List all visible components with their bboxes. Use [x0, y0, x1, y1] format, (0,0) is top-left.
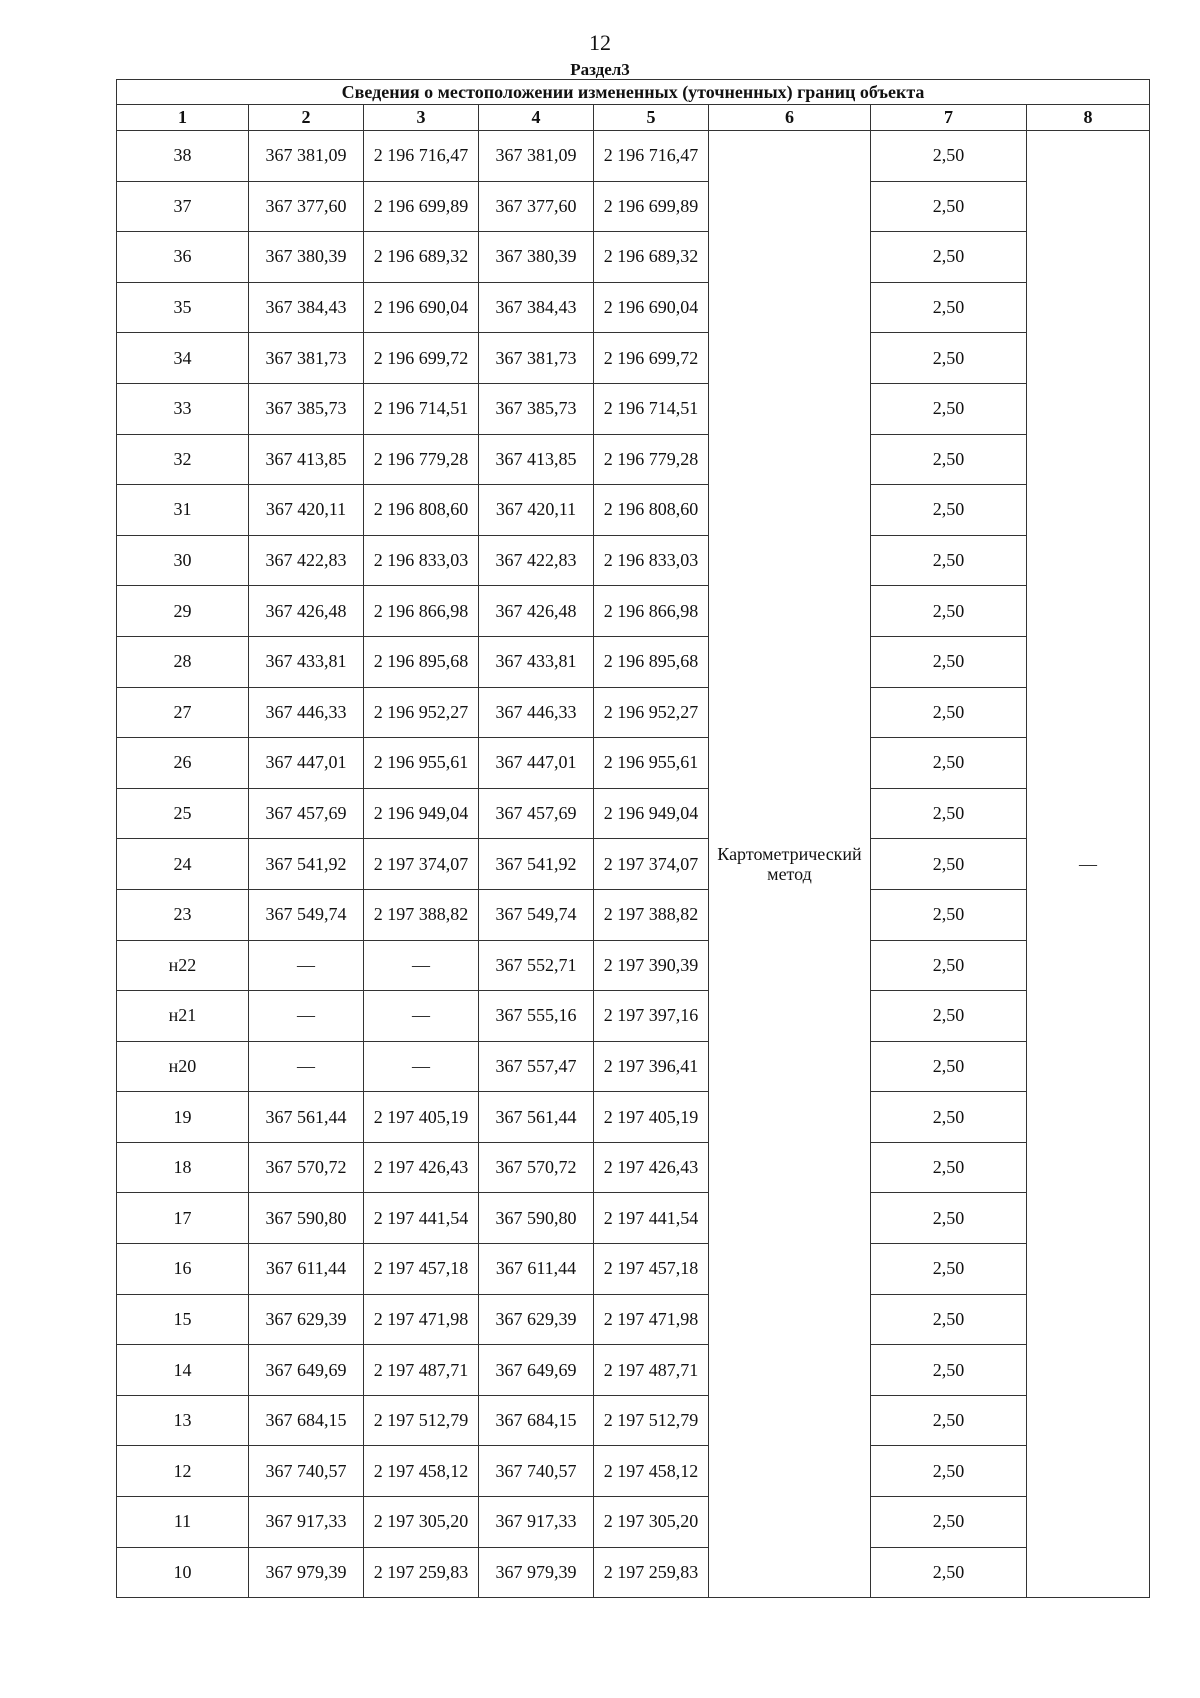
- new-x-cell: 367 570,72: [479, 1142, 594, 1193]
- existing-y-cell: 2 196 866,98: [364, 586, 479, 637]
- new-x-cell: 367 380,39: [479, 232, 594, 283]
- accuracy-cell: 2,50: [871, 131, 1027, 182]
- existing-y-cell: 2 196 955,61: [364, 738, 479, 789]
- existing-y-cell: 2 197 458,12: [364, 1446, 479, 1497]
- existing-x-cell: 367 384,43: [249, 282, 364, 333]
- table-row: [117, 1142, 1150, 1193]
- existing-y-cell: 2 197 426,43: [364, 1142, 479, 1193]
- new-x-cell: 367 381,09: [479, 131, 594, 182]
- new-x-cell: 367 426,48: [479, 586, 594, 637]
- point-number-cell: 15: [117, 1294, 249, 1345]
- point-number-cell: н21: [117, 991, 249, 1042]
- table-row: [117, 1294, 1150, 1345]
- new-x-cell: 367 385,73: [479, 383, 594, 434]
- point-number-cell: 37: [117, 181, 249, 232]
- new-x-cell: 367 555,16: [479, 991, 594, 1042]
- accuracy-cell: 2,50: [871, 485, 1027, 536]
- new-y-cell: 2 197 374,07: [594, 839, 709, 890]
- new-x-cell: 367 541,92: [479, 839, 594, 890]
- accuracy-cell: 2,50: [871, 687, 1027, 738]
- existing-y-cell: —: [364, 1041, 479, 1092]
- new-y-cell: 2 196 866,98: [594, 586, 709, 637]
- existing-x-cell: —: [249, 1041, 364, 1092]
- method-cell: Картометрический метод: [709, 131, 871, 1598]
- table-row: [117, 485, 1150, 536]
- existing-x-cell: 367 611,44: [249, 1244, 364, 1295]
- table-row: [117, 1041, 1150, 1092]
- existing-y-cell: 2 197 487,71: [364, 1345, 479, 1396]
- table-row: [117, 1244, 1150, 1295]
- new-y-cell: 2 196 690,04: [594, 282, 709, 333]
- column-number: 7: [871, 105, 1027, 131]
- existing-x-cell: 367 979,39: [249, 1547, 364, 1598]
- existing-x-cell: 367 381,09: [249, 131, 364, 182]
- table-row: [117, 1345, 1150, 1396]
- new-y-cell: 2 197 458,12: [594, 1446, 709, 1497]
- new-y-cell: 2 197 426,43: [594, 1142, 709, 1193]
- point-number-cell: 16: [117, 1244, 249, 1295]
- accuracy-cell: 2,50: [871, 1345, 1027, 1396]
- column-number: 5: [594, 105, 709, 131]
- existing-y-cell: 2 197 512,79: [364, 1395, 479, 1446]
- existing-x-cell: 367 541,92: [249, 839, 364, 890]
- accuracy-cell: 2,50: [871, 1294, 1027, 1345]
- accuracy-cell: 2,50: [871, 788, 1027, 839]
- existing-y-cell: —: [364, 940, 479, 991]
- new-x-cell: 367 917,33: [479, 1497, 594, 1548]
- existing-y-cell: 2 197 457,18: [364, 1244, 479, 1295]
- section-title: Раздел3: [570, 60, 630, 79]
- table-row: [117, 1497, 1150, 1548]
- point-number-cell: н22: [117, 940, 249, 991]
- new-y-cell: 2 196 689,32: [594, 232, 709, 283]
- accuracy-cell: 2,50: [871, 232, 1027, 283]
- accuracy-cell: 2,50: [871, 940, 1027, 991]
- page-number: 12: [589, 30, 611, 55]
- table-row: [117, 788, 1150, 839]
- table-row: [117, 535, 1150, 586]
- accuracy-cell: 2,50: [871, 383, 1027, 434]
- table-row: [117, 636, 1150, 687]
- new-y-cell: 2 196 714,51: [594, 383, 709, 434]
- point-number-cell: 19: [117, 1092, 249, 1143]
- existing-x-cell: 367 917,33: [249, 1497, 364, 1548]
- table-row: [117, 586, 1150, 637]
- table-body: [117, 131, 1150, 1598]
- new-y-cell: 2 197 396,41: [594, 1041, 709, 1092]
- new-x-cell: 367 549,74: [479, 889, 594, 940]
- existing-y-cell: 2 196 779,28: [364, 434, 479, 485]
- existing-y-cell: 2 196 690,04: [364, 282, 479, 333]
- new-x-cell: 367 561,44: [479, 1092, 594, 1143]
- point-number-cell: 27: [117, 687, 249, 738]
- table-row: [117, 434, 1150, 485]
- new-y-cell: 2 197 388,82: [594, 889, 709, 940]
- point-number-cell: 17: [117, 1193, 249, 1244]
- new-y-cell: 2 197 405,19: [594, 1092, 709, 1143]
- point-number-cell: н20: [117, 1041, 249, 1092]
- existing-x-cell: 367 447,01: [249, 738, 364, 789]
- accuracy-cell: 2,50: [871, 839, 1027, 890]
- new-x-cell: 367 384,43: [479, 282, 594, 333]
- column-number: 8: [1027, 105, 1150, 131]
- new-y-cell: 2 197 397,16: [594, 991, 709, 1042]
- point-number-cell: 29: [117, 586, 249, 637]
- table-row: [117, 1193, 1150, 1244]
- table-row: [117, 232, 1150, 283]
- accuracy-cell: 2,50: [871, 1547, 1027, 1598]
- existing-y-cell: 2 197 471,98: [364, 1294, 479, 1345]
- existing-x-cell: 367 420,11: [249, 485, 364, 536]
- existing-x-cell: 367 433,81: [249, 636, 364, 687]
- new-y-cell: 2 197 441,54: [594, 1193, 709, 1244]
- new-x-cell: 367 740,57: [479, 1446, 594, 1497]
- existing-x-cell: 367 684,15: [249, 1395, 364, 1446]
- new-y-cell: 2 197 471,98: [594, 1294, 709, 1345]
- existing-y-cell: 2 196 952,27: [364, 687, 479, 738]
- existing-x-cell: 367 590,80: [249, 1193, 364, 1244]
- new-x-cell: 367 684,15: [479, 1395, 594, 1446]
- accuracy-cell: 2,50: [871, 889, 1027, 940]
- accuracy-cell: 2,50: [871, 434, 1027, 485]
- point-number-cell: 32: [117, 434, 249, 485]
- existing-y-cell: 2 197 441,54: [364, 1193, 479, 1244]
- point-number-cell: 11: [117, 1497, 249, 1548]
- accuracy-cell: 2,50: [871, 1041, 1027, 1092]
- accuracy-cell: 2,50: [871, 738, 1027, 789]
- existing-y-cell: 2 197 388,82: [364, 889, 479, 940]
- table-row: [117, 839, 1150, 890]
- new-x-cell: 367 413,85: [479, 434, 594, 485]
- new-x-cell: 367 649,69: [479, 1345, 594, 1396]
- accuracy-cell: 2,50: [871, 535, 1027, 586]
- point-number-cell: 38: [117, 131, 249, 182]
- existing-y-cell: 2 196 714,51: [364, 383, 479, 434]
- point-number-cell: 34: [117, 333, 249, 384]
- existing-y-cell: 2 197 305,20: [364, 1497, 479, 1548]
- accuracy-cell: 2,50: [871, 1193, 1027, 1244]
- existing-x-cell: 367 422,83: [249, 535, 364, 586]
- table-row: [117, 991, 1150, 1042]
- new-y-cell: 2 196 949,04: [594, 788, 709, 839]
- point-number-cell: 33: [117, 383, 249, 434]
- accuracy-cell: 2,50: [871, 1142, 1027, 1193]
- table-row: [117, 687, 1150, 738]
- point-number-cell: 14: [117, 1345, 249, 1396]
- existing-x-cell: 367 570,72: [249, 1142, 364, 1193]
- table-row: [117, 1092, 1150, 1143]
- point-number-cell: 36: [117, 232, 249, 283]
- accuracy-cell: 2,50: [871, 586, 1027, 637]
- new-x-cell: 367 457,69: [479, 788, 594, 839]
- new-x-cell: 367 381,73: [479, 333, 594, 384]
- accuracy-cell: 2,50: [871, 333, 1027, 384]
- new-x-cell: 367 979,39: [479, 1547, 594, 1598]
- accuracy-cell: 2,50: [871, 1446, 1027, 1497]
- column-number: 1: [117, 105, 249, 131]
- new-y-cell: 2 197 487,71: [594, 1345, 709, 1396]
- accuracy-cell: 2,50: [871, 282, 1027, 333]
- table-row: [117, 940, 1150, 991]
- existing-x-cell: 367 385,73: [249, 383, 364, 434]
- new-x-cell: 367 557,47: [479, 1041, 594, 1092]
- new-x-cell: 367 422,83: [479, 535, 594, 586]
- new-y-cell: 2 196 808,60: [594, 485, 709, 536]
- existing-x-cell: 367 629,39: [249, 1294, 364, 1345]
- existing-y-cell: 2 197 259,83: [364, 1547, 479, 1598]
- table-row: [117, 1395, 1150, 1446]
- point-number-cell: 28: [117, 636, 249, 687]
- column-number: 6: [709, 105, 871, 131]
- existing-x-cell: 367 377,60: [249, 181, 364, 232]
- accuracy-cell: 2,50: [871, 1092, 1027, 1143]
- existing-x-cell: 367 381,73: [249, 333, 364, 384]
- existing-y-cell: 2 196 808,60: [364, 485, 479, 536]
- point-number-cell: 12: [117, 1446, 249, 1497]
- existing-y-cell: 2 196 689,32: [364, 232, 479, 283]
- existing-x-cell: 367 426,48: [249, 586, 364, 637]
- existing-y-cell: 2 196 716,47: [364, 131, 479, 182]
- existing-y-cell: 2 196 895,68: [364, 636, 479, 687]
- new-x-cell: 367 447,01: [479, 738, 594, 789]
- existing-x-cell: 367 380,39: [249, 232, 364, 283]
- existing-x-cell: —: [249, 940, 364, 991]
- existing-y-cell: 2 196 949,04: [364, 788, 479, 839]
- new-y-cell: 2 196 955,61: [594, 738, 709, 789]
- new-y-cell: 2 197 457,18: [594, 1244, 709, 1295]
- existing-y-cell: 2 196 699,72: [364, 333, 479, 384]
- existing-x-cell: 367 740,57: [249, 1446, 364, 1497]
- table-row: [117, 131, 1150, 182]
- new-y-cell: 2 196 952,27: [594, 687, 709, 738]
- point-number-cell: 26: [117, 738, 249, 789]
- new-y-cell: 2 196 699,89: [594, 181, 709, 232]
- accuracy-cell: 2,50: [871, 991, 1027, 1042]
- accuracy-cell: 2,50: [871, 181, 1027, 232]
- existing-y-cell: 2 196 699,89: [364, 181, 479, 232]
- point-number-cell: 35: [117, 282, 249, 333]
- new-x-cell: 367 552,71: [479, 940, 594, 991]
- new-y-cell: 2 196 779,28: [594, 434, 709, 485]
- new-x-cell: 367 611,44: [479, 1244, 594, 1295]
- column-number: 3: [364, 105, 479, 131]
- new-y-cell: 2 197 305,20: [594, 1497, 709, 1548]
- table-row: [117, 282, 1150, 333]
- point-number-cell: 24: [117, 839, 249, 890]
- point-number-cell: 13: [117, 1395, 249, 1446]
- accuracy-cell: 2,50: [871, 1497, 1027, 1548]
- existing-x-cell: 367 446,33: [249, 687, 364, 738]
- new-y-cell: 2 196 716,47: [594, 131, 709, 182]
- column-number: 4: [479, 105, 594, 131]
- column-number-row: [117, 105, 1150, 131]
- point-number-cell: 25: [117, 788, 249, 839]
- table-caption: Сведения о местоположении измененных (уточненных) границ объекта: [117, 80, 1150, 105]
- table-row: [117, 181, 1150, 232]
- table-row: [117, 1446, 1150, 1497]
- table-row: [117, 889, 1150, 940]
- table-row: [117, 738, 1150, 789]
- existing-x-cell: 367 549,74: [249, 889, 364, 940]
- existing-y-cell: 2 196 833,03: [364, 535, 479, 586]
- table-row: [117, 333, 1150, 384]
- new-y-cell: 2 196 833,03: [594, 535, 709, 586]
- new-y-cell: 2 197 259,83: [594, 1547, 709, 1598]
- notes-cell: —: [1027, 131, 1150, 1598]
- point-number-cell: 23: [117, 889, 249, 940]
- existing-x-cell: 367 413,85: [249, 434, 364, 485]
- table-row: [117, 383, 1150, 434]
- new-x-cell: 367 629,39: [479, 1294, 594, 1345]
- column-number: 2: [249, 105, 364, 131]
- point-number-cell: 31: [117, 485, 249, 536]
- new-y-cell: 2 196 895,68: [594, 636, 709, 687]
- new-x-cell: 367 433,81: [479, 636, 594, 687]
- table-row: [117, 1547, 1150, 1598]
- existing-x-cell: —: [249, 991, 364, 1042]
- new-x-cell: 367 420,11: [479, 485, 594, 536]
- point-number-cell: 30: [117, 535, 249, 586]
- new-x-cell: 367 446,33: [479, 687, 594, 738]
- new-y-cell: 2 197 512,79: [594, 1395, 709, 1446]
- new-x-cell: 367 377,60: [479, 181, 594, 232]
- existing-x-cell: 367 457,69: [249, 788, 364, 839]
- accuracy-cell: 2,50: [871, 1244, 1027, 1295]
- coordinates-table: [116, 79, 1150, 1598]
- existing-y-cell: 2 197 374,07: [364, 839, 479, 890]
- point-number-cell: 18: [117, 1142, 249, 1193]
- new-y-cell: 2 197 390,39: [594, 940, 709, 991]
- existing-x-cell: 367 561,44: [249, 1092, 364, 1143]
- existing-x-cell: 367 649,69: [249, 1345, 364, 1396]
- accuracy-cell: 2,50: [871, 1395, 1027, 1446]
- new-x-cell: 367 590,80: [479, 1193, 594, 1244]
- new-y-cell: 2 196 699,72: [594, 333, 709, 384]
- existing-y-cell: —: [364, 991, 479, 1042]
- accuracy-cell: 2,50: [871, 636, 1027, 687]
- point-number-cell: 10: [117, 1547, 249, 1598]
- existing-y-cell: 2 197 405,19: [364, 1092, 479, 1143]
